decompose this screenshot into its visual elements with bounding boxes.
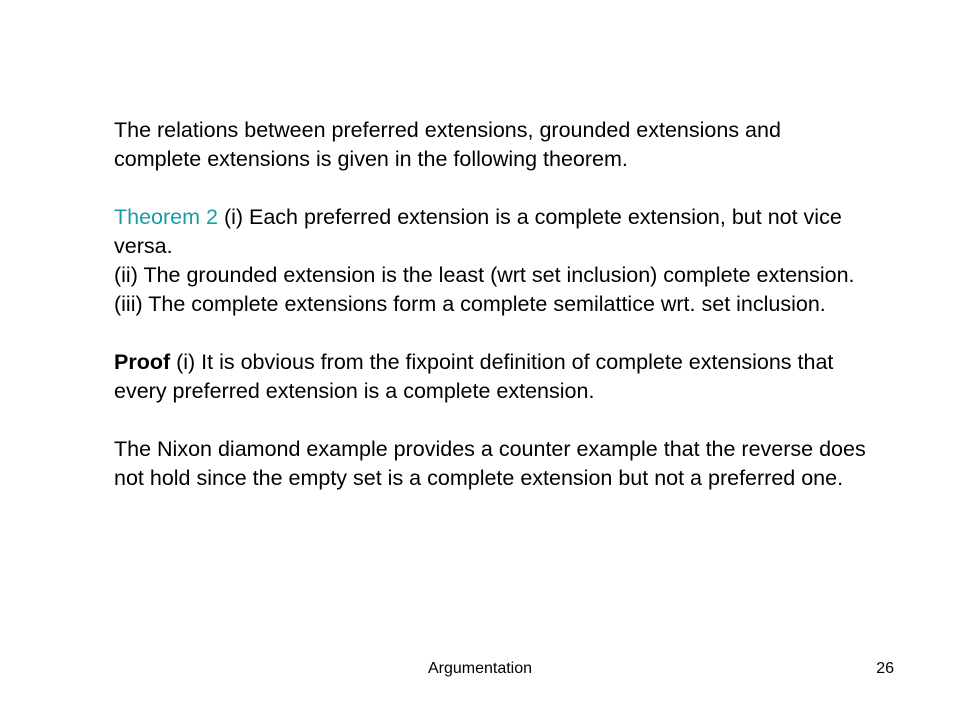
proof-text: (i) It is obvious from the fixpoint definition of complete extensions that every preferred extension is a complete extension.	[114, 350, 834, 403]
theorem-paragraph	[114, 203, 874, 319]
theorem-part-1: (i) Each preferred extension is a complete extension, but not vice versa.	[114, 205, 842, 258]
example-paragraph: The Nixon diamond example provides a counter example that the reverse does not hold since the empty set is a complete extension but not a preferred one.	[114, 437, 866, 490]
proof-paragraph	[114, 348, 874, 406]
page-number: 26	[876, 660, 894, 677]
theorem-label: Theorem 2	[114, 205, 218, 229]
theorem-part-2: (ii) The grounded extension is the least (wrt set inclusion) complete extension.	[114, 263, 855, 287]
proof-label: Proof	[114, 350, 171, 374]
intro-paragraph: The relations between preferred extensions, grounded extensions and complete extensions is given in the following theorem.	[114, 118, 781, 171]
footer-title: Argumentation	[427, 660, 533, 677]
theorem-part-3: (iii) The complete extensions form a complete semilattice wrt. set inclusion.	[114, 292, 826, 316]
slide-body	[114, 116, 874, 522]
